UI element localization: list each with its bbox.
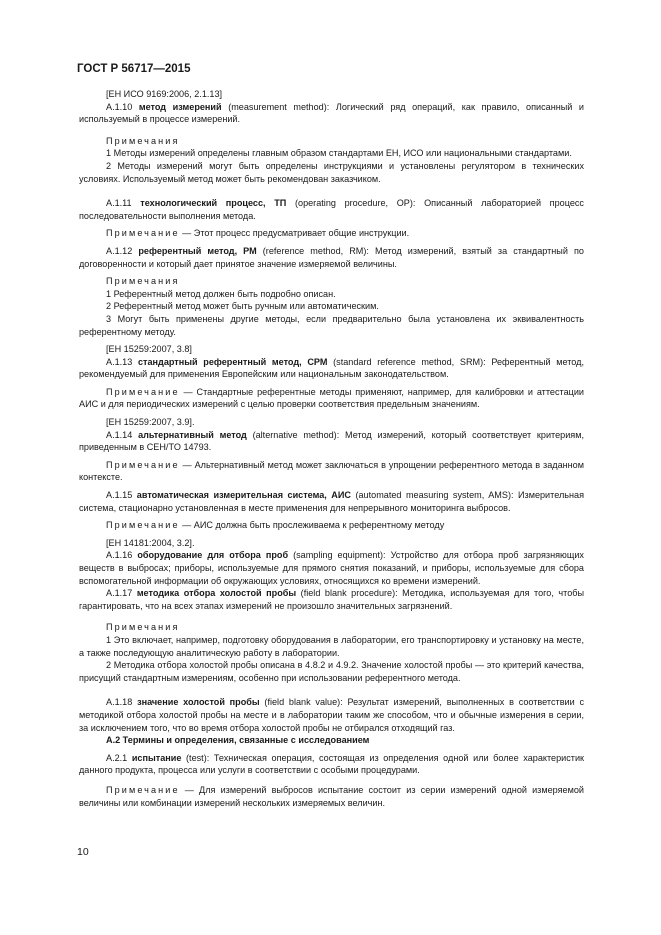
note-label: Примечание bbox=[106, 459, 180, 470]
term: испытание bbox=[131, 752, 182, 763]
term-definition: А.1.14 альтернативный метод (alternative method): Метод измерений, который соответствует критериям, приведенным в СЕН/TO 14793. bbox=[79, 429, 584, 453]
term: значение холостой пробы bbox=[137, 697, 260, 708]
term: технологический процесс, ТП bbox=[140, 198, 287, 209]
note: Примечание — Для измерений выбросов испытание состоит из серии измерений одной измеряемой величины или комбинации измерений нескольких измеряемых величин. bbox=[79, 784, 584, 808]
reference: [ЕН 14181:2004, 3.2]. bbox=[106, 537, 195, 548]
reference: [ЕН 15259:2007, 3.8] bbox=[106, 344, 192, 355]
notes-heading: Примечания bbox=[106, 135, 180, 146]
note-label: Примечание bbox=[106, 784, 180, 795]
term-definition: А.1.11 технологический процесс, ТП (operating procedure, OP): Описанный лабораторией процесс последовательности выполнения метода. bbox=[79, 198, 584, 221]
term: автоматическая измерительная система, АИС bbox=[136, 490, 351, 501]
term: альтернативный метод bbox=[138, 429, 247, 440]
term: стандартный референтный метод, СРМ bbox=[137, 356, 328, 367]
reference: [ЕН 15259:2007, 3.9]. bbox=[106, 417, 195, 428]
note-label: Примечание bbox=[106, 386, 180, 397]
term: референтный метод, РМ bbox=[138, 245, 257, 256]
note: Примечание — Этот процесс предусматривает общие инструкции. bbox=[106, 228, 410, 239]
note: Примечание — Стандартные референтные методы применяют, например, для калибровки и аттестации АИС и для периодических измерений с целью проверки соответствия предельным значениям. bbox=[79, 386, 584, 410]
notes-heading: Примечания bbox=[106, 276, 180, 287]
document-header: ГОСТ Р 56717—2015 bbox=[77, 63, 191, 75]
term: оборудование для отбора проб bbox=[137, 550, 289, 561]
term-definition: А.1.15 автоматическая измерительная система, АИС (automated measuring system, AMS): Измерительная система, стационарно установленная в месте применения для непрерывного мониторинга выбросов. bbox=[79, 490, 585, 513]
note-item: 2 Референтный метод может быть ручным или автоматическим. bbox=[106, 301, 379, 312]
note-item: 3 Могут быть применены другие методы, если предварительно была установлена их эквивалентность референтному методу. bbox=[79, 313, 584, 337]
section-heading: А.2 Термины и определения, связанные с исследованием bbox=[106, 735, 370, 746]
note-item: 2 Методика отбора холостой пробы описана в 4.8.2 и 4.9.2. Значение холостой пробы — это критерий качества, присущий стандартным измерениям, особенно при использовании референтного метода. bbox=[79, 660, 584, 683]
note: Примечание — Альтернативный метод может заключаться в упрощении референтного метода в заданном контексте. bbox=[79, 459, 584, 483]
term-definition: А.1.10 метод измерений (measurement method): Логический ряд операций, как правило, описанный и используемый в процессе измерений. bbox=[79, 101, 585, 125]
term-definition: А.1.12 референтный метод, РМ (reference method, RM): Метод измерений, взятый за стандартный по договоренности и который дает принятое значение измеряемой величины. bbox=[79, 245, 584, 269]
page-number: 10 bbox=[77, 846, 89, 858]
note-item: 1 Это включает, например, подготовку оборудования в лаборатории, его транспортировку и установку на месте, а также последующую аналитическую работу в лаборатории. bbox=[79, 634, 584, 658]
term: метод измерений bbox=[138, 101, 222, 112]
note-label: Примечание bbox=[106, 520, 180, 531]
note-label: Примечание bbox=[106, 228, 180, 239]
note-item: 1 Референтный метод должен быть подробно описан. bbox=[106, 288, 336, 299]
term: методика отбора холостой пробы bbox=[136, 588, 297, 599]
term-definition: А.1.17 методика отбора холостой пробы (field blank procedure): Методика, используемая для того, чтобы гарантировать, что на всех этапах измерений не произошло значительных загрязнений. bbox=[79, 588, 584, 611]
term-definition: А.2.1 испытание (test): Техническая операция, состоящая из определения одной или более характеристик данного продукта, процесса или услуги в соответствии с особыми процедурами. bbox=[79, 752, 584, 776]
term-definition: А.1.13 стандартный референтный метод, СРМ (standard reference method, SRM): Референтный метод, рекомендуемый для применения Европейским или национальным законодательством. bbox=[79, 356, 584, 380]
reference: [ЕН ИСО 9169:2006, 2.1.13] bbox=[106, 89, 223, 99]
term-definition: А.1.16 оборудование для отбора проб (sampling equipment): Устройство для отбора проб загрязняющих веществ в выбросах; приборы, используемые для прямого снятия показаний, и приборы, используемые для сбора вспомогательной информации об окружающих условиях, относящихся ко времени измерений. bbox=[79, 550, 584, 586]
note-item: 1 Методы измерений определены главным образом стандартами ЕН, ИСО или национальными стандартами. bbox=[106, 148, 572, 159]
note-item: 2 Методы измерений могут быть определены инструкциями и установлены регулятором в технических условиях. Используемый метод может быть рекомендован заказчиком. bbox=[79, 160, 584, 184]
document-body bbox=[79, 88, 584, 809]
note: Примечание — АИС должна быть прослеживаема к референтному методу bbox=[106, 520, 445, 531]
notes-heading: Примечания bbox=[106, 622, 180, 633]
term-definition: А.1.18 значение холостой пробы (field blank value): Результат измерений, выполненных в соответствии с методикой отбора холостой пробы на месте и в лаборатории таким же способом, что и обычные измерения в серии, за исключением того, что во время отбора холостой пробы не отбирался отходящий газ. bbox=[79, 697, 584, 733]
